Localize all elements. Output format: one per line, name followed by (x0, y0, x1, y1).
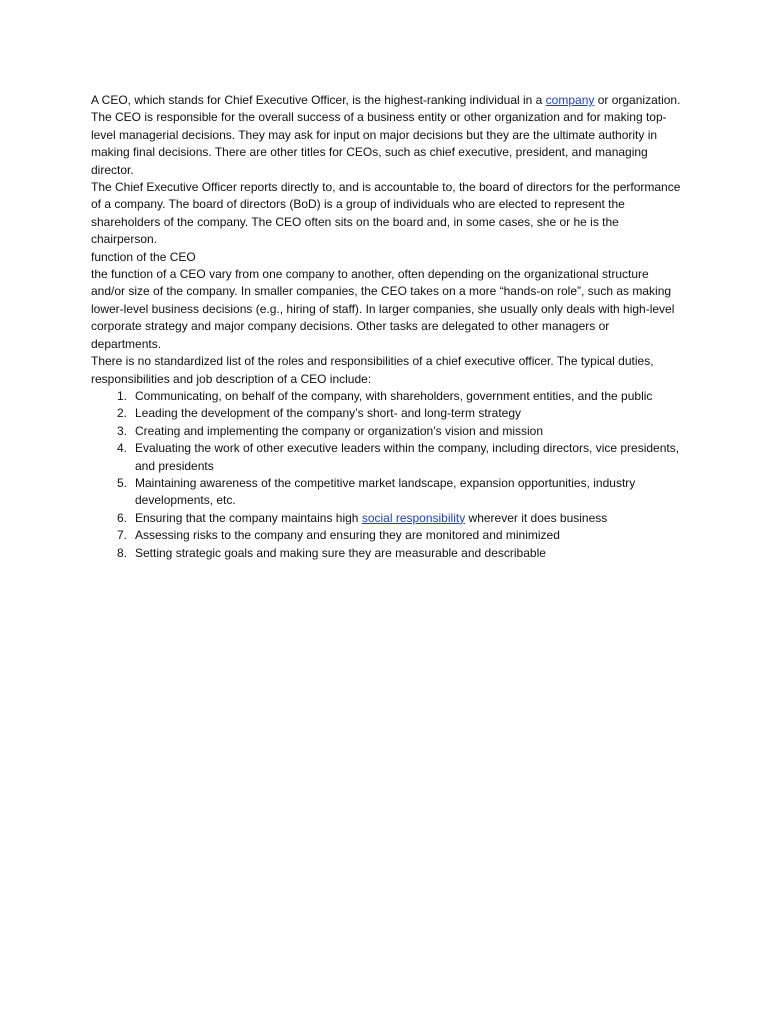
duties-intro-paragraph: There is no standardized list of the roles and responsibilities of a chief executive officer. The typical duties, responsibilities and job description of a CEO include: (91, 354, 654, 386)
function-paragraph: the function of a CEO vary from one company to another, often depending on the organizational structure and/or size of the company. In smaller companies, the CEO takes on a more “hands-on role”, such as making lower-level business decisions (e.g., hiring of staff). In larger companies, she usually only deals with high-level corporate strategy and major company decisions. Other tasks are delegated to other managers or departments. (91, 267, 675, 351)
duties-list (91, 388, 681, 562)
list-number: 2. (116, 406, 127, 421)
document-page (91, 92, 681, 562)
list-item-text: Maintaining awareness of the competitive market landscape, expansion opportunities, industry developments, etc. (135, 475, 636, 508)
intro-text-end: or organization. The CEO is responsible for the overall success of a business entity or other organization and for making top-level managerial decisions. They may ask for input on major decisions but they are the ultimate authority in making final decisions. There are other titles for CEOs, such as chief executive, president, and managing director. (91, 93, 681, 177)
list-item-text: Assessing risks to the company and ensuring they are monitored and minimized (135, 528, 560, 543)
function-heading: function of the CEO (91, 249, 196, 264)
list-number: 1. (116, 388, 127, 403)
list-number: 4. (116, 441, 127, 456)
intro-paragraph (91, 92, 681, 179)
list-number: 6. (116, 510, 127, 525)
intro-text-start: A CEO, which stands for Chief Executive Officer, is the highest-ranking individual in a (91, 93, 546, 107)
reporting-paragraph: The Chief Executive Officer reports directly to, and is accountable to, the board of directors for the performance of a company. The board of directors (BoD) is a group of individuals who are elected to represent the shareholders of the company. The CEO often sits on the board and, in some cases, she or he is the chairperson. (91, 180, 681, 247)
list-item (91, 405, 681, 422)
list-item (91, 475, 681, 510)
list-item-text: Leading the development of the company’s short- and long-term strategy (135, 406, 522, 421)
list-number: 8. (116, 545, 127, 560)
list-item (91, 423, 681, 440)
company-link[interactable]: company (545, 93, 595, 107)
list-item-text: Evaluating the work of other executive leaders within the company, including directors, vice presidents, and presidents (135, 441, 680, 473)
list-item-text: Creating and implementing the company or organization’s vision and mission (135, 423, 543, 438)
social-responsibility-link[interactable]: social responsibility (361, 510, 466, 525)
list-item (91, 545, 681, 562)
list-item-text: Setting strategic goals and making sure they are measurable and describable (135, 545, 546, 560)
list-item-text-start: Ensuring that the company maintains high (135, 510, 362, 525)
list-item (91, 388, 681, 405)
list-item-text: Communicating, on behalf of the company, with shareholders, government entities, and the public (135, 388, 653, 403)
list-item (91, 440, 681, 475)
list-number: 5. (116, 475, 127, 490)
list-number: 7. (116, 528, 127, 543)
list-item (91, 527, 681, 544)
list-number: 3. (116, 423, 127, 438)
list-item (91, 510, 681, 527)
list-item-text-end: wherever it does business (465, 510, 608, 525)
